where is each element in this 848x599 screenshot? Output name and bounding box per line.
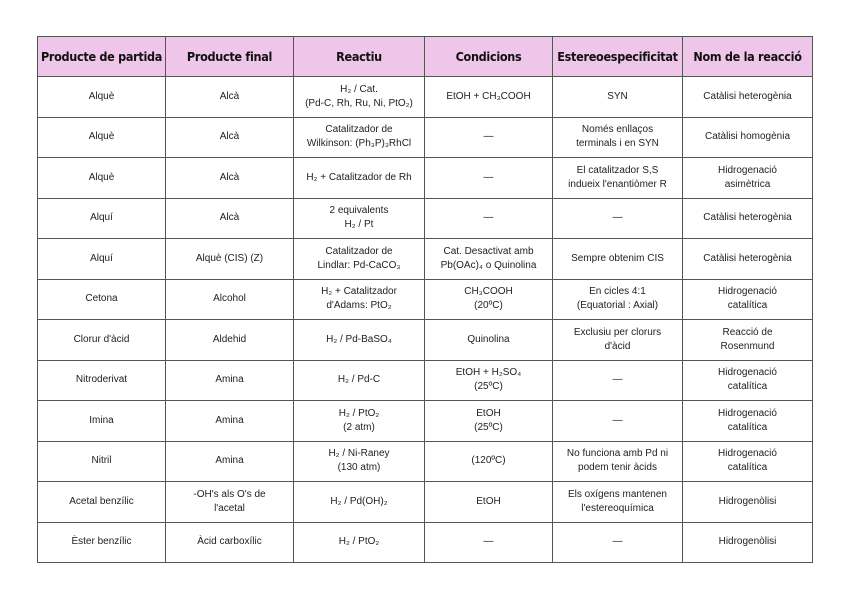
reaction-name-cell: [683, 77, 813, 118]
cell-text: Alquè: [88, 90, 115, 102]
header-reaction-name: Nom de la reacció: [683, 37, 813, 77]
cell-text: Cat. Desactivat amb Pb(OAc)₄ o Quinolina: [440, 245, 537, 271]
final-product-cell: [166, 239, 294, 280]
cell-text: H₂ / Pd-BaSO₄: [326, 333, 392, 345]
table-body: [38, 77, 813, 563]
reagent-cell: [294, 239, 425, 280]
stereospecificity-cell: [553, 522, 683, 563]
header-stereospecificity: Estereoespecificitat: [553, 37, 683, 77]
table-row: [38, 77, 813, 118]
cell-text: Alquè (CIS) (Z): [195, 252, 264, 264]
cell-text: Alcà: [219, 131, 240, 143]
cell-text: Els oxígens mantenen l'estereoquímica: [568, 488, 667, 514]
cell-text: Aldehid: [212, 333, 247, 345]
cell-text: Hidrogenació catalítica: [718, 448, 777, 474]
header-final-product: Producte final: [166, 37, 294, 77]
reaction-name-cell: [683, 198, 813, 239]
cell-text: —: [483, 212, 494, 224]
cell-text: EtOH: [476, 495, 501, 507]
cell-text: Amina: [215, 414, 244, 426]
conditions-cell: [425, 320, 553, 361]
cell-text: Reacció de Rosenmund: [720, 326, 775, 352]
cell-text: Acetal benzílic: [69, 495, 134, 507]
table-row: [38, 239, 813, 280]
reagent-cell: [294, 198, 425, 239]
reagent-cell: [294, 279, 425, 320]
cell-text: Cetona: [85, 293, 118, 305]
cell-text: No funciona amb Pd ni podem tenir àcids: [566, 448, 669, 474]
cell-text: Sempre obtenim CIS: [571, 252, 664, 264]
table-row: [38, 441, 813, 482]
starting-product-cell: [38, 320, 166, 361]
reagent-cell: [294, 117, 425, 158]
table-row: [38, 401, 813, 442]
conditions-cell: [425, 279, 553, 320]
cell-text: Hidrogenòlisi: [718, 536, 777, 548]
reaction-name-cell: [683, 441, 813, 482]
table-row: [38, 522, 813, 563]
starting-product-cell: [38, 279, 166, 320]
cell-text: Exclusiu per clorurs d'àcid: [573, 326, 662, 352]
starting-product-cell: [38, 522, 166, 563]
reagent-cell: [294, 441, 425, 482]
cell-text: Nitroderivat: [75, 374, 128, 386]
cell-text: 2 equivalents H₂ / Pt: [329, 205, 389, 231]
reaction-name-cell: [683, 239, 813, 280]
final-product-cell: [166, 117, 294, 158]
cell-text: H₂ / Pd-C: [337, 374, 381, 386]
final-product-cell: [166, 522, 294, 563]
stereospecificity-cell: [553, 117, 683, 158]
cell-text: Alcà: [219, 171, 240, 183]
cell-text: Només enllaços terminals i en SYN: [576, 124, 659, 150]
reagent-cell: [294, 401, 425, 442]
stereospecificity-cell: [553, 320, 683, 361]
stereospecificity-cell: [553, 482, 683, 523]
table-row: [38, 482, 813, 523]
table-row: [38, 198, 813, 239]
cell-text: Alquí: [90, 212, 113, 224]
final-product-cell: [166, 401, 294, 442]
starting-product-cell: [38, 239, 166, 280]
cell-text: Catalitzador de Wilkinson: (Ph₃P)₃RhCl: [306, 124, 412, 150]
reaction-name-cell: [683, 360, 813, 401]
cell-text: Àcid carboxílic: [197, 536, 262, 548]
conditions-cell: [425, 198, 553, 239]
stereospecificity-cell: [553, 279, 683, 320]
header-reagent: Reactiu: [294, 37, 425, 77]
cell-text: CH₃COOH (20ºC): [464, 286, 513, 312]
table-row: [38, 158, 813, 199]
cell-text: Quinolina: [467, 333, 510, 345]
table-row: [38, 279, 813, 320]
cell-text: —: [612, 414, 623, 426]
hydrogenation-reactions-table: [37, 36, 813, 563]
starting-product-cell: [38, 158, 166, 199]
cell-text: EtOH (25ºC): [474, 407, 503, 433]
cell-text: EtOH + CH₃COOH: [446, 90, 531, 102]
conditions-cell: [425, 401, 553, 442]
reaction-name-cell: [683, 158, 813, 199]
cell-text: Hidrogenació asimètrica: [718, 164, 777, 190]
cell-text: Alcà: [219, 90, 240, 102]
stereospecificity-cell: [553, 158, 683, 199]
final-product-cell: [166, 360, 294, 401]
conditions-cell: [425, 117, 553, 158]
cell-text: —: [483, 131, 494, 143]
starting-product-cell: [38, 77, 166, 118]
cell-text: Hidrogenació catalítica: [718, 407, 777, 433]
cell-text: H₂ / Cat. (Pd-C, Rh, Ru, Ni, PtO₂): [305, 83, 413, 109]
cell-text: Imina: [89, 414, 114, 426]
stereospecificity-cell: [553, 441, 683, 482]
table-header: [38, 37, 813, 77]
cell-text: Alcà: [219, 212, 240, 224]
cell-text: Hidrogenòlisi: [718, 495, 777, 507]
cell-text: Hidrogenació catalítica: [718, 367, 777, 393]
final-product-cell: [166, 158, 294, 199]
conditions-cell: [425, 158, 553, 199]
reagent-cell: [294, 77, 425, 118]
cell-text: —: [612, 374, 623, 386]
conditions-cell: [425, 360, 553, 401]
reaction-name-cell: [683, 279, 813, 320]
conditions-cell: [425, 77, 553, 118]
stereospecificity-cell: [553, 360, 683, 401]
stereospecificity-cell: [553, 239, 683, 280]
cell-text: -OH's als O's de l'acetal: [193, 488, 266, 514]
stereospecificity-cell: [553, 198, 683, 239]
cell-text: —: [483, 536, 494, 548]
cell-text: EtOH + H₂SO₄ (25ºC): [455, 367, 522, 393]
cell-text: Alquè: [88, 131, 115, 143]
stereospecificity-cell: [553, 77, 683, 118]
cell-text: H₂ / Pd(OH)₂: [330, 495, 388, 507]
final-product-cell: [166, 279, 294, 320]
reagent-cell: [294, 360, 425, 401]
cell-text: Amina: [215, 455, 244, 467]
header-conditions: Condicions: [425, 37, 553, 77]
cell-text: H₂ / Ni-Raney (130 atm): [328, 448, 390, 474]
reaction-name-cell: [683, 320, 813, 361]
cell-text: Catàlisi heterogènia: [703, 90, 792, 102]
cell-text: Alquí: [90, 252, 113, 264]
cell-text: Amina: [215, 374, 244, 386]
final-product-cell: [166, 482, 294, 523]
cell-text: (120ºC): [471, 455, 506, 467]
reactions-table-container: [37, 36, 812, 563]
reagent-cell: [294, 158, 425, 199]
final-product-cell: [166, 320, 294, 361]
reaction-name-cell: [683, 482, 813, 523]
cell-text: Catàlisi heterogènia: [703, 212, 792, 224]
cell-text: —: [612, 536, 623, 548]
conditions-cell: [425, 482, 553, 523]
header-row: [38, 37, 813, 77]
starting-product-cell: [38, 401, 166, 442]
conditions-cell: [425, 522, 553, 563]
cell-text: H₂ / PtO₂: [338, 536, 380, 548]
cell-text: —: [483, 171, 494, 183]
cell-text: Catàlisi heterogènia: [703, 252, 792, 264]
reagent-cell: [294, 522, 425, 563]
stereospecificity-cell: [553, 401, 683, 442]
final-product-cell: [166, 198, 294, 239]
cell-text: Èster benzílic: [71, 536, 132, 548]
cell-text: Catàlisi homogènia: [704, 131, 791, 143]
cell-text: Hidrogenació catalítica: [718, 286, 777, 312]
cell-text: H₂ / PtO₂ (2 atm): [338, 407, 380, 433]
final-product-cell: [166, 77, 294, 118]
cell-text: Nitril: [91, 455, 112, 467]
cell-text: —: [612, 212, 623, 224]
starting-product-cell: [38, 198, 166, 239]
starting-product-cell: [38, 441, 166, 482]
table-row: [38, 360, 813, 401]
starting-product-cell: [38, 360, 166, 401]
cell-text: H₂ + Catalitzador de Rh: [306, 171, 412, 183]
header-starting-product: Producte de partida: [38, 37, 166, 77]
reaction-name-cell: [683, 117, 813, 158]
final-product-cell: [166, 441, 294, 482]
cell-text: SYN: [607, 90, 628, 102]
reaction-name-cell: [683, 401, 813, 442]
reaction-name-cell: [683, 522, 813, 563]
starting-product-cell: [38, 117, 166, 158]
reagent-cell: [294, 320, 425, 361]
conditions-cell: [425, 239, 553, 280]
cell-text: Alcohol: [213, 293, 246, 305]
cell-text: Catalitzador de Lindlar: Pd-CaCO₃: [317, 245, 401, 271]
cell-text: H₂ + Catalitzador d'Adams: PtO₂: [321, 286, 397, 312]
conditions-cell: [425, 441, 553, 482]
cell-text: Clorur d'àcid: [73, 333, 130, 345]
table-row: [38, 320, 813, 361]
cell-text: En cicles 4:1 (Equatorial : Axial): [576, 286, 659, 312]
starting-product-cell: [38, 482, 166, 523]
table-row: [38, 117, 813, 158]
cell-text: El catalitzador S,S indueix l'enantiòmer R: [568, 164, 667, 190]
reagent-cell: [294, 482, 425, 523]
cell-text: Alquè: [88, 171, 115, 183]
